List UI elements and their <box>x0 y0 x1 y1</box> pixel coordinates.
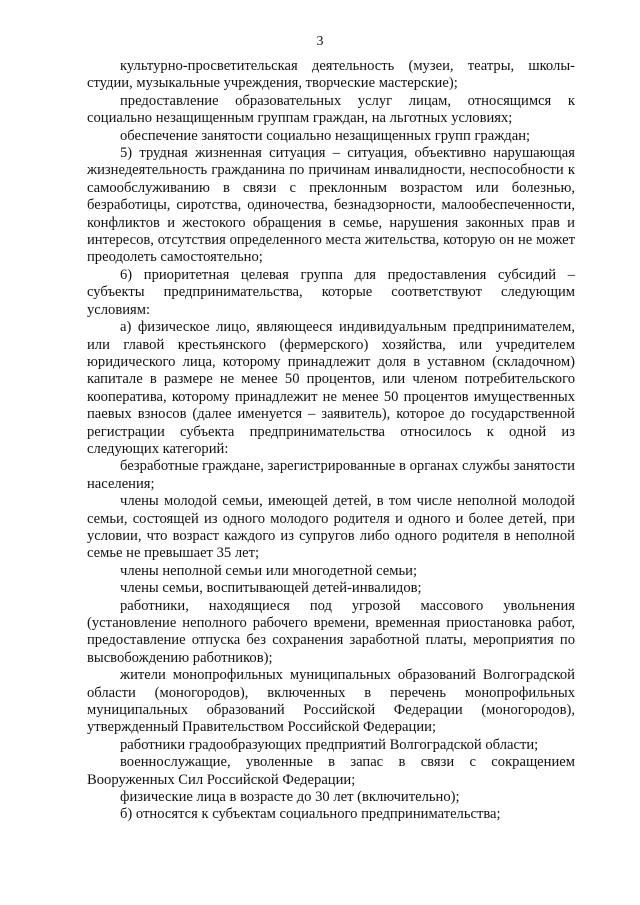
paragraph-mass-dismissal: работники, находящиеся под угрозой массового увольнения (установление неполного рабочего времени, временная приостановка работ, предоставление отпуска без сохранения заработной платы, мероприятия по высвобождению работников); <box>87 597 575 666</box>
paragraph-social-entrepreneurship: б) относятся к субъектам социального предпринимательства; <box>120 806 501 823</box>
paragraph-cultural-activity: культурно-просветительская деятельность (музеи, театры, школы-студии, музыкальные учреждения, творческие мастерские); <box>87 58 575 92</box>
paragraph-young-family: члены молодой семьи, имеющей детей, в том числе неполной молодой семьи, состоящей из одного молодого родителя и одного и более детей, при условии, что возраст каждого из супругов либо одного родителя в неполной семье не превышает 35 лет; <box>87 493 575 562</box>
document-body <box>87 58 575 824</box>
paragraph-unemployed-citizens: безработные граждане, зарегистрированные в органах службы занятости населения; <box>87 458 575 492</box>
paragraph-priority-target-group: 6) приоритетная целевая группа для предоставления субсидий – субъекты предпринимательства, которые соответствуют следующим условиям: <box>87 266 575 318</box>
paragraph-monotowns: жители монопрофильных муниципальных образований Волгоградской области (моногородов), включенных в перечень монопрофильных муниципальных образований Российской Федерации (моногородов), утвержденный Правительством Российской Федерации; <box>87 667 575 736</box>
paragraph-under-30: физические лица в возрасте до 30 лет (включительно); <box>120 789 460 806</box>
page-number: 3 <box>316 34 324 49</box>
paragraph-large-family: члены неполной семьи или многодетной семьи; <box>120 562 418 579</box>
paragraph-military: военнослужащие, уволенные в запас в связи с сокращением Вооруженных Сил Российской Федерации; <box>87 754 575 788</box>
paragraph-employment: обеспечение занятости социально незащищенных групп граждан; <box>120 127 531 144</box>
paragraph-city-forming-enterprises: работники градообразующих предприятий Волгоградской области; <box>120 736 539 753</box>
paragraph-individual-entrepreneur: а) физическое лицо, являющееся индивидуальным предпринимателем, или главой крестьянского (фермерского) хозяйства, или учредителем юридического лица, которому принадлежит доля в уставном (складочном) капитале в размере не менее 50 процентов, или членом потребительского кооператива, которому принадлежит не менее 50 процентов имущественных паевых взносов (далее именуется – заявитель), которое до государственной регистрации субъекта предпринимательства относилось к одной из следующих категорий: <box>87 319 575 457</box>
paragraph-educational-services: предоставление образовательных услуг лицам, относящимся к социально незащищенным группам граждан, на льготных условиях; <box>87 92 575 127</box>
paragraph-disabled-children: члены семьи, воспитывающей детей-инвалидов; <box>120 580 422 597</box>
paragraph-difficult-life-situation: 5) трудная жизненная ситуация – ситуация, объективно нарушающая жизнедеятельность гражданина по причинам инвалидности, неспособности к самообслуживанию в связи с преклонным возрастом или болезнью, безработицы, сиротства, одиночества, безнадзорности, малообеспеченности, конфликтов и жестокого обращения в семье, нарушения законных прав и интересов, отсутствия определенного места жительства, которую он не может преодолеть самостоятельно; <box>87 145 575 266</box>
